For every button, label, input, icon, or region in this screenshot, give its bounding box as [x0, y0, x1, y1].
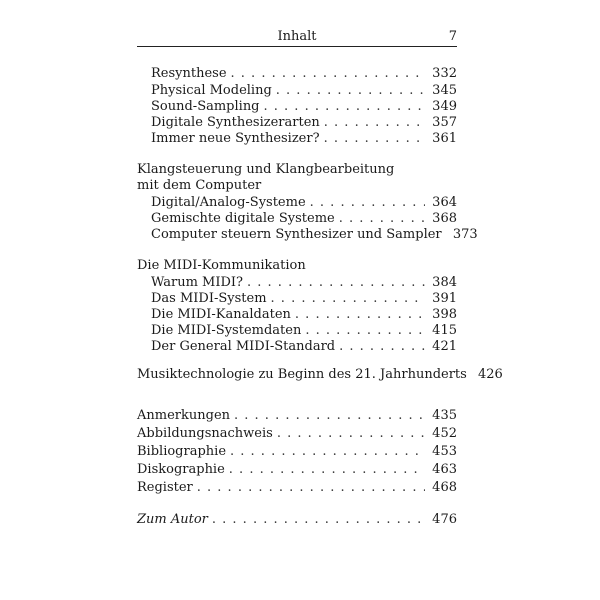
section-heading: Klangsteuerung und Klangbearbeitung: [137, 162, 395, 177]
toc-entry: [151, 65, 457, 82]
toc-entry: [137, 407, 457, 424]
toc-entry: [137, 511, 457, 528]
toc-entry-label: Immer neue Synthesizer?: [151, 131, 320, 146]
toc-entry-page: 368: [432, 211, 457, 226]
dot-leader: [212, 511, 425, 528]
toc-entry: [137, 366, 503, 383]
toc-entry-label: Warum MIDI?: [151, 275, 244, 290]
header-rule: [137, 46, 457, 47]
toc-entry-page: 452: [432, 426, 457, 441]
toc-entry-page: 453: [432, 444, 457, 459]
dot-leader: [310, 194, 425, 211]
toc-entry: [151, 114, 457, 131]
toc-entry-label: Das MIDI-System: [151, 291, 267, 306]
toc-entry-page: 361: [432, 131, 457, 146]
dot-leader: [339, 210, 425, 227]
toc-entry: [137, 425, 457, 442]
toc-entry-label: Resynthese: [151, 66, 227, 81]
toc-entry: [151, 322, 457, 339]
toc-entry-page: 357: [432, 115, 457, 130]
toc-entry-page: 391: [432, 291, 457, 306]
toc-entry: [137, 461, 457, 478]
toc-entry-label: Der General MIDI-Standard: [151, 339, 336, 354]
toc-entry: [151, 306, 457, 323]
dot-leader: [295, 306, 425, 323]
toc-entry: [151, 338, 457, 355]
running-title: Inhalt: [277, 29, 317, 44]
toc-entry-label: Gemischte digitale Systeme: [151, 211, 335, 226]
dot-leader: [197, 479, 425, 496]
toc-entry-page: 463: [432, 462, 457, 477]
toc-entry-label: Abbildungsnachweis: [137, 426, 273, 441]
toc-entry-label: Musiktechnologie zu Beginn des 21. Jahrhunderts: [137, 367, 467, 382]
toc-entry-label: Anmerkungen: [137, 408, 231, 423]
dot-leader: [230, 443, 425, 460]
toc-entry: [151, 226, 478, 243]
dot-leader: [231, 65, 425, 82]
toc-entry-page: 364: [432, 195, 457, 210]
toc-entry: [151, 274, 457, 291]
toc-entry-label: Die MIDI-Kanaldaten: [151, 307, 291, 322]
toc-entry: [137, 443, 457, 460]
toc-entry-label: Digitale Synthesizerarten: [151, 115, 320, 130]
running-page-number: 7: [448, 29, 457, 44]
toc-entry-page: 415: [432, 323, 457, 338]
dot-leader: [276, 82, 425, 99]
section-heading: Die MIDI-Kommunikation: [137, 258, 306, 273]
toc-entry-label: Computer steuern Synthesizer und Sampler: [151, 227, 442, 242]
toc-entry-page: 384: [432, 275, 457, 290]
toc-entry: [151, 194, 457, 211]
toc-entry-page: 332: [432, 66, 457, 81]
toc-entry-label: Register: [137, 480, 193, 495]
toc-entry-page: 349: [432, 99, 457, 114]
toc-entry: [151, 130, 457, 147]
toc-entry-page: 373: [452, 227, 478, 242]
dot-leader: [264, 98, 425, 115]
dot-leader: [229, 461, 425, 478]
running-header: [137, 29, 457, 51]
toc-entry-page: 421: [432, 339, 457, 354]
toc-entry: [151, 210, 457, 227]
dot-leader: [339, 338, 425, 355]
toc-entry-label: Die MIDI-Systemdaten: [151, 323, 302, 338]
dot-leader: [277, 425, 425, 442]
toc-entry: [151, 290, 457, 307]
section-heading-continued: mit dem Computer: [137, 178, 262, 193]
toc-entry-page: 426: [478, 367, 503, 382]
toc-entry: [151, 98, 457, 115]
dot-leader: [324, 130, 425, 147]
dot-leader: [324, 114, 425, 131]
toc-entry-label: Sound-Sampling: [151, 99, 260, 114]
toc-entry-page: 435: [432, 408, 457, 423]
toc-entry: [151, 82, 457, 99]
toc-entry-label: Bibliographie: [137, 444, 227, 459]
toc-entry-page: 345: [432, 83, 457, 98]
toc-entry-label: Diskographie: [137, 462, 225, 477]
dot-leader: [234, 407, 425, 424]
dot-leader: [305, 322, 425, 339]
toc-entry: [137, 479, 457, 496]
toc-entry-page: 468: [432, 480, 457, 495]
dot-leader: [271, 290, 425, 307]
toc-entry-label: Digital/Analog-Systeme: [151, 195, 306, 210]
toc-entry-page: 476: [432, 512, 457, 527]
toc-entry-label: Zum Autor: [137, 512, 208, 527]
toc-entry-page: 398: [432, 307, 457, 322]
toc-entry-label: Physical Modeling: [151, 83, 272, 98]
dot-leader: [247, 274, 425, 291]
